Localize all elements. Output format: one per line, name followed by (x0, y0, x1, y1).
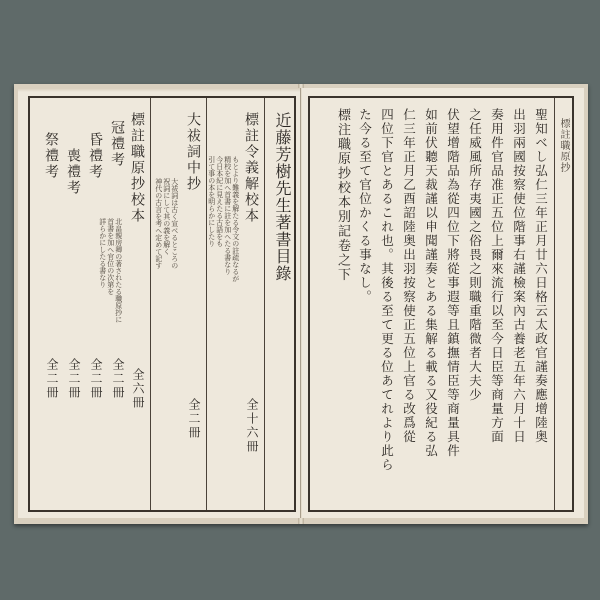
book-note: 精校を加へ首書に註を加へたる書なり (223, 156, 232, 275)
text-column: 奏用件官品准正五位上爾來流行以至今日臣等商量方面 (489, 108, 505, 444)
text-column: 伏望增階品為從四位下將從事遐等且鎮撫情臣等商量具件 (445, 108, 461, 458)
book-note: 大祓詞は古く宣べるところの (170, 178, 179, 269)
page-top-shade (18, 88, 300, 92)
catalog-heading: 近藤芳樹先生著書目錄 (273, 112, 292, 282)
text-column: た今る至て官位かくる事なし。 (357, 108, 373, 304)
open-book (14, 84, 588, 524)
right-page (302, 88, 584, 518)
book-volumes: 全二冊 (67, 358, 81, 400)
book-note: 詳らかにしたる書なり (98, 218, 107, 288)
book-title: 標註職原抄校本 (129, 112, 145, 224)
column-divider (150, 98, 151, 510)
book-volumes: 全二冊 (111, 358, 125, 400)
text-column: 出羽兩國按察使位階事右謹檢案內古養老五年六月十日 (511, 108, 527, 444)
book-note: 引て事の本を明らかにしたり (207, 156, 216, 247)
book-note: 祝詞にして其の義を解く (162, 178, 171, 255)
book-note: 首書を加へ官位の次第を (106, 218, 115, 295)
text-column: 之任威風所存夷國之俗畏之則職重階微者大夫少 (467, 108, 483, 402)
book-title: 昏禮考 (87, 132, 103, 180)
book-volumes: 全二冊 (45, 358, 59, 400)
left-page (18, 88, 301, 518)
closing-title: 標注職原抄校本別記卷之下 (335, 108, 350, 282)
book-title: 喪禮考 (65, 148, 81, 196)
book-volumes: 全二冊 (187, 398, 201, 440)
book-title: 冠禮考 (109, 120, 125, 168)
book-title: 標註令義解校本 (243, 112, 259, 224)
book-volumes: 全二冊 (89, 358, 103, 400)
book-volumes: 全十六冊 (245, 398, 259, 454)
book-note: 神代の古言を考へ定めて記す (154, 178, 163, 269)
left-page-frame (28, 96, 296, 512)
book-title: 大祓詞中抄 (185, 112, 201, 192)
margin-label: 標註職原抄 (558, 118, 569, 173)
margin-divider (554, 98, 555, 510)
right-page-frame (308, 96, 574, 512)
text-column: 四位下官とあるこれ也。其後る至て更る位あてれより此ら (379, 108, 395, 472)
text-column: 仁三年正月乙酉詔陸奥出羽按察使正五位上官る改爲從 (401, 108, 417, 444)
book-volumes: 全六冊 (131, 368, 145, 410)
text-column: 聖知ベし弘仁三年正月廿六日格云太政官謹奏應增陸奥 (533, 108, 549, 444)
book-note: もとより難義を解たる令文の註疏なるが (231, 156, 240, 282)
book-note: 今日本紀に見えたる古語をも (215, 156, 224, 247)
text-column: 如前伏聽天裁謹以申聞謹奏とある集解る載る又役紀る弘 (423, 108, 439, 458)
column-divider (264, 98, 265, 510)
book-title: 祭禮考 (43, 132, 59, 180)
book-note: 北畠親房卿の著されたる職原抄に (114, 218, 123, 323)
